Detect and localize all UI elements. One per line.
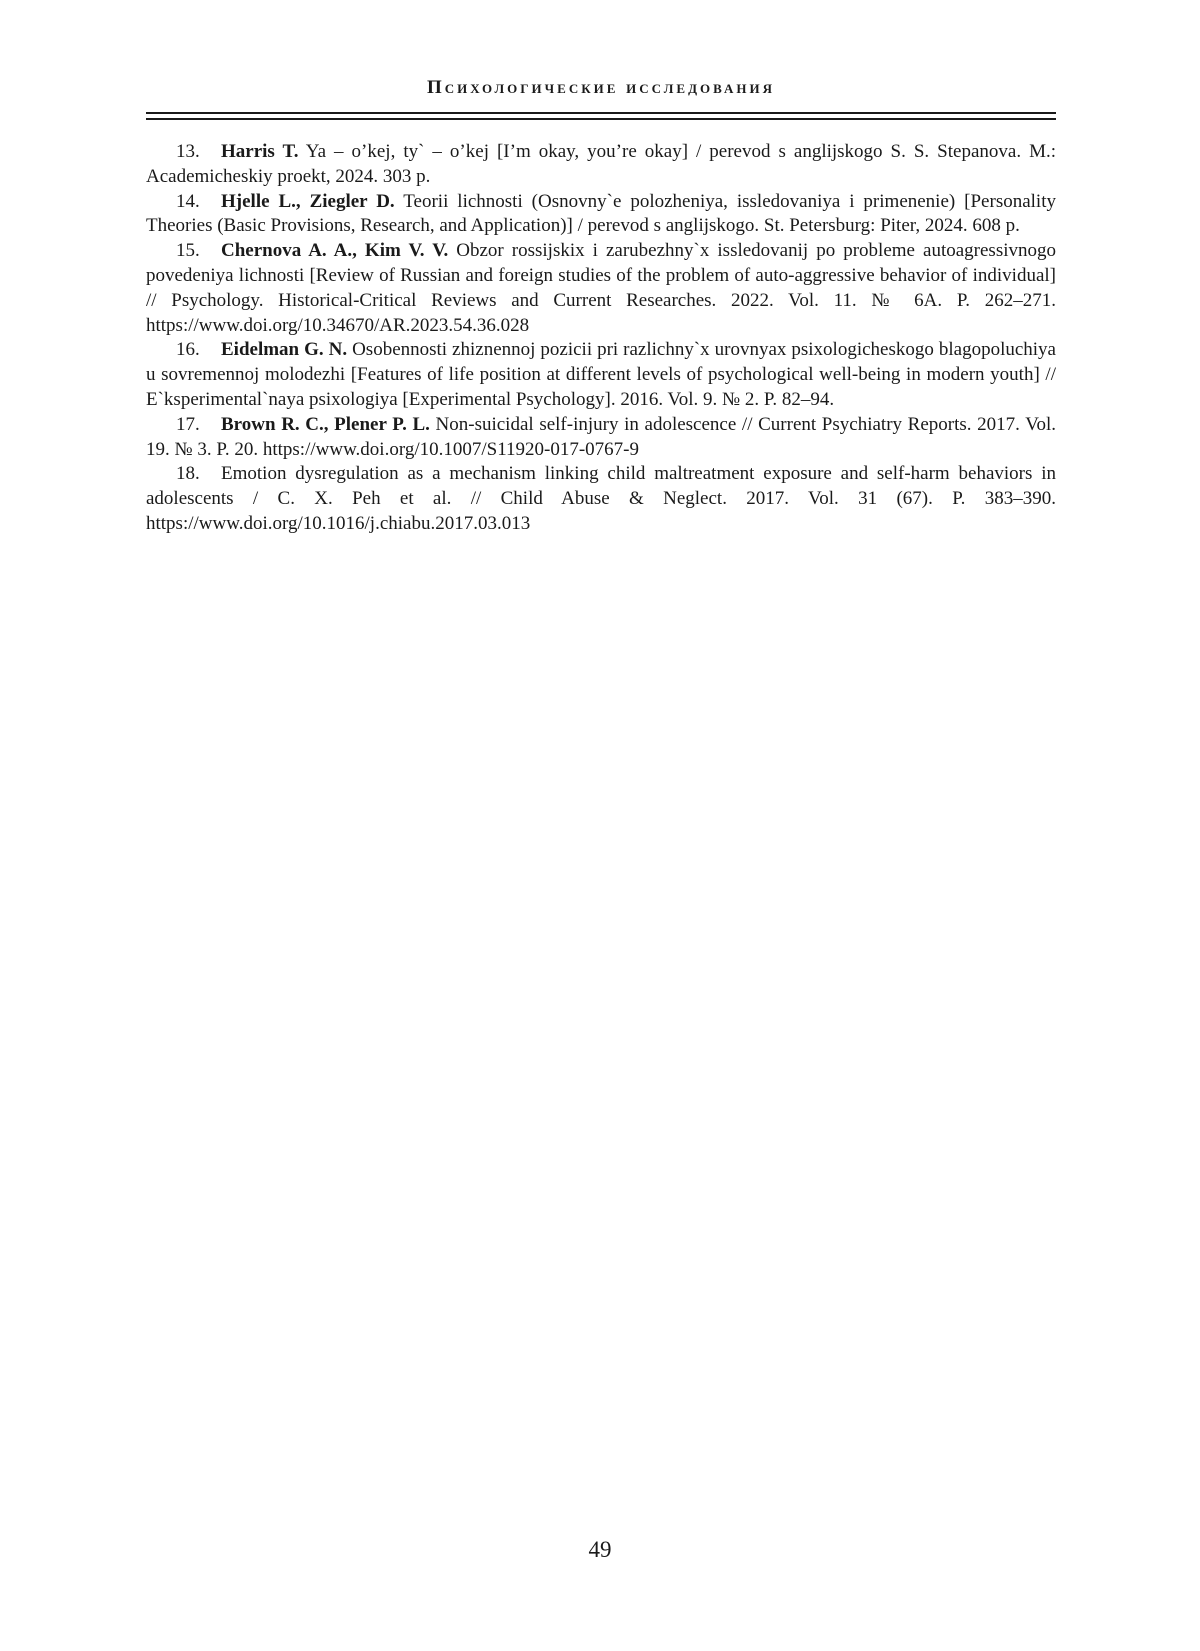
reference-authors: Eidelman G. N.	[221, 339, 348, 361]
reference-text: Emotion dysregulation as a mechanism linking child maltreatment exposure and self-harm behaviors in adolescents / C. X. Peh et al. // Child Abuse & Neglect. 2017. Vol. 31 (67). P. 383–390. https://www.doi.org/10.1016/j.chiabu.2017.03.013	[146, 463, 1056, 534]
reference-authors: Harris T.	[221, 141, 299, 162]
reference-number: 13.	[176, 141, 200, 162]
reference-item-16	[146, 338, 1056, 412]
reference-item-15	[146, 239, 1056, 338]
reference-number: 15.	[176, 240, 200, 262]
page-number: 49	[588, 1537, 612, 1562]
reference-item-13	[146, 140, 1056, 190]
reference-number: 18.	[176, 463, 200, 485]
reference-text: Obzor rossijskix i zarubezhny`x issledovanij po probleme autoagressivnogo povedeniya lichnosti [Review of Russian and foreign studies of the problem of auto-aggressive behavior of individual] // Psychology. Historical-Critical Reviews and Current Researches. 2022. Vol. 11. № 6A. P. 262–271. https://www.doi.org/10.34670/AR.2023.54.36.028	[146, 240, 1056, 336]
header-rule-top	[146, 112, 1056, 114]
header-rule-bottom	[146, 118, 1056, 120]
reference-number: 17.	[176, 413, 200, 435]
reference-text: Osobennosti zhiznennoj pozicii pri razlichny`x urovnyax psixologicheskogo blagopoluchiya u sovremennoj molodezhi [Features of life position at different levels of psychological well-being in modern youth] // E`ksperimental`naya psixologiya [Experimental Psychology]. 2016. Vol. 9. № 2. P. 82–94.	[146, 339, 1056, 410]
reference-item-14	[146, 190, 1056, 240]
reference-list	[146, 140, 1056, 537]
reference-number: 14.	[176, 190, 200, 212]
reference-item-17	[146, 413, 1056, 463]
reference-authors: Chernova A. A., Kim V. V.	[221, 240, 449, 262]
reference-number: 16.	[176, 339, 200, 361]
reference-text: Non-suicidal self-injury in adolescence // Current Psychiatry Reports. 2017. Vol. 19. № 3. P. 20. https://www.doi.org/10.1007/S11920-017-0767-9	[146, 413, 1056, 460]
reference-text: Ya – o’kej, ty` – o’kej [I’m okay, you’re okay] / perevod s anglijskogo S. S. Stepanova. M.: Academicheskiy proekt, 2024. 303 p.	[146, 141, 1056, 187]
running-title: Психологические исследования	[426, 77, 776, 98]
reference-text: Teorii lichnosti (Osnovny`e polozheniya, issledovaniya i primenenie) [Personality Theories (Basic Provisions, Research, and Application)] / perevod s anglijskogo. St. Petersburg: Piter, 2024. 608 p.	[146, 190, 1056, 237]
reference-item-18	[146, 462, 1056, 536]
reference-authors: Brown R. C., Plener P. L.	[221, 413, 430, 435]
reference-authors: Hjelle L., Ziegler D.	[221, 190, 395, 212]
